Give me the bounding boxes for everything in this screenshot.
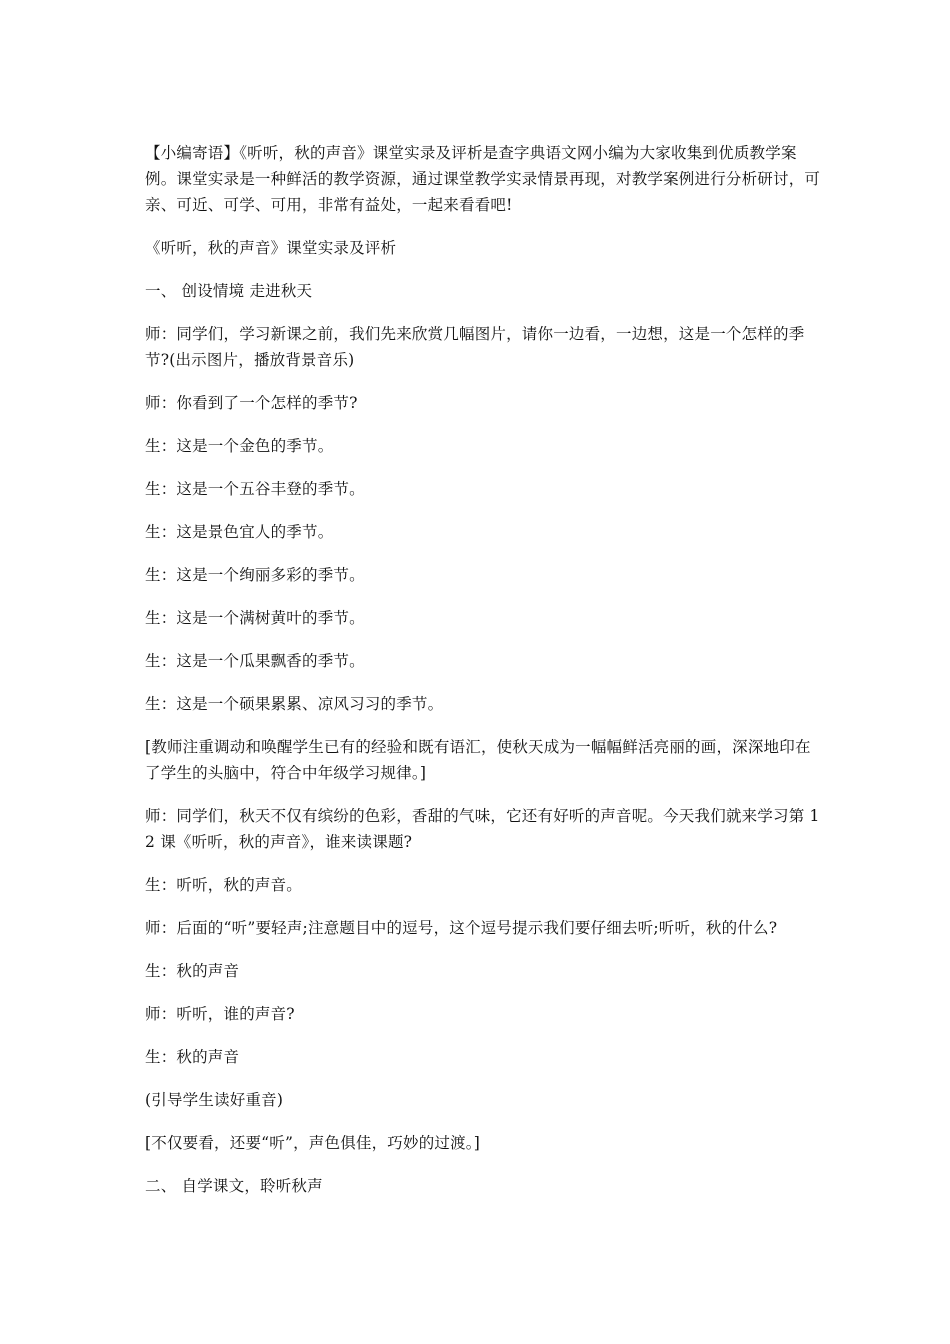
section-heading: 二、 自学课文，聆听秋声 (145, 1177, 323, 1195)
dialogue-line: 生：秋的声音 (145, 962, 240, 980)
dialogue-line: 师：听听，谁的声音? (145, 1005, 295, 1023)
dialogue-line: 师：后面的“听”要轻声;注意题目中的逗号，这个逗号提示我们要仔细去听;听听，秋的什么? (145, 919, 778, 937)
dialogue-line: 生：这是一个五谷丰登的季节。 (145, 480, 365, 498)
section-heading: 一、 创设情境 走进秋天 (145, 282, 313, 300)
commentary-note: [不仅要看，还要“听”，声色俱佳，巧妙的过渡。] (145, 1134, 480, 1152)
dialogue-line: 生：这是一个硕果累累、凉风习习的季节。 (145, 695, 444, 713)
commentary-note: [教师注重调动和唤醒学生已有的经验和既有语汇，使秋天成为一幅幅鲜活亮丽的画，深深地印在了学生的头脑中，符合中年级学习规律。] (145, 738, 811, 782)
document-body (145, 140, 825, 1216)
article-title: 《听听，秋的声音》课堂实录及评析 (145, 239, 397, 257)
dialogue-line: 生：这是一个绚丽多彩的季节。 (145, 566, 365, 584)
dialogue-line: 师：同学们，学习新课之前，我们先来欣赏几幅图片，请你一边看，一边想，这是一个怎样的季节?(出示图片，播放背景音乐) (145, 325, 805, 369)
dialogue-line: 生：秋的声音 (145, 1048, 240, 1066)
stage-direction: (引导学生读好重音) (145, 1091, 284, 1109)
dialogue-line: 生：这是一个金色的季节。 (145, 437, 334, 455)
dialogue-line: 生：这是一个瓜果飘香的季节。 (145, 652, 365, 670)
dialogue-line: 师：你看到了一个怎样的季节? (145, 394, 358, 412)
dialogue-line: 师：同学们，秋天不仅有缤纷的色彩，香甜的气味，它还有好听的声音呢。今天我们就来学习第 12 课《听听，秋的声音》，谁来读课题? (145, 807, 820, 851)
dialogue-line: 生：这是一个满树黄叶的季节。 (145, 609, 365, 627)
dialogue-line: 生：听听，秋的声音。 (145, 876, 303, 894)
intro-paragraph: 【小编寄语】《听听，秋的声音》课堂实录及评析是查字典语文网小编为大家收集到优质教学案例。课堂实录是一种鲜活的教学资源，通过课堂教学实录情景再现，对教学案例进行分析研讨，可亲、可近、可学、可用，非常有益处，一起来看看吧! (145, 144, 821, 214)
dialogue-line: 生：这是景色宜人的季节。 (145, 523, 334, 541)
